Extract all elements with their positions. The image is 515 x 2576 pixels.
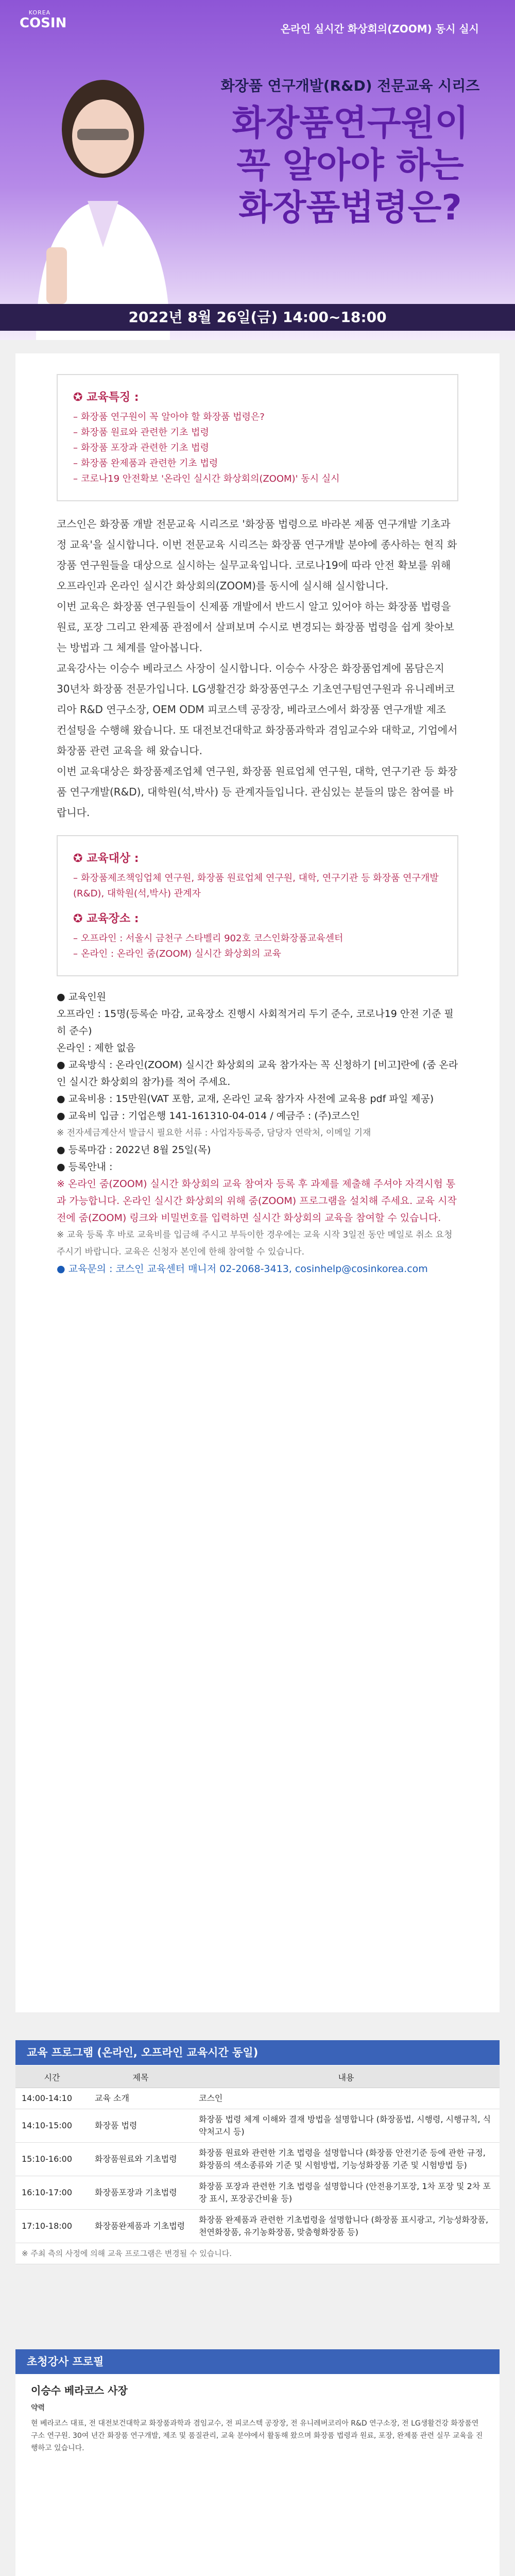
hero-title-2: 꼭 알아야 하는 xyxy=(236,145,464,186)
info-personnel-on: 온라인 : 제한 없음 xyxy=(57,1042,135,1054)
feature-item: – 화장품 원료와 관련한 기초 법령 xyxy=(73,427,209,438)
venue-item: – 오프라인 : 서울시 금천구 스타벨리 902호 코스인화장품교육센터 xyxy=(73,933,344,944)
schedule-note: ※ 주최 측의 사정에 의해 교육 프로그램은 변경될 수 있습니다. xyxy=(15,2243,500,2264)
schedule-table xyxy=(15,2066,500,2264)
zoom-notice: 온라인 실시간 화상회의(ZOOM) 동시 실시 xyxy=(280,23,479,35)
schedule-header-row xyxy=(15,2066,500,2088)
features-title: ✪ 교육특징 : xyxy=(73,391,139,404)
venue-item: – 온라인 : 온라인 줌(ZOOM) 실시간 화상회의 교육 xyxy=(73,948,281,959)
schedule-header: 교육 프로그램 (온라인, 오프라인 교육시간 동일) xyxy=(15,2040,500,2065)
feature-item: – 코로나19 안전확보 '온라인 실시간 화상회의(ZOOM)' 동시 실시 xyxy=(73,473,340,484)
col-desc: 내용 xyxy=(193,2066,500,2088)
col-title: 제목 xyxy=(89,2066,193,2088)
table-row: 14:10-15:00 화장품 법령 화장품 법령 체계 이해와 결재 방법을 설명합니다 (화장품법, 시행령, 시행규칙, 식약처고시 등) xyxy=(15,2109,500,2143)
logo-small: KOREA xyxy=(28,9,51,16)
info-enroll-note: ※ 교육 등록 후 바로 교육비를 입금해 주시고 부득이한 경우에는 교육 시작 3일전 동안 메일로 취소 요청 주시기 바랍니다. 교육은 신청자 본인에 한해 참여할 수 있습니다. xyxy=(57,1230,453,1257)
info-enroll-red: ※ 온라인 줌(ZOOM) 실시간 화상회의 교육 참여자 등록 후 과제를 제출해 주셔야 자격시험 통과 가능합니다. 온라인 실시간 화상회의 위해 줌(ZOOM) 프로그램을 설치해 주세요. 교육 시작 전에 줌(ZOOM) 링크와 비밀번호를 입력하면 실시간 화상회의 교육을 참여할 수 있습니다. xyxy=(57,1178,457,1224)
info-personnel: ● 교육인원 xyxy=(57,991,107,1003)
cosin-logo[interactable] xyxy=(20,9,67,31)
info-fee: ● 교육비용 : 15만원(VAT 포함, 교재, 온라인 교육 참가자 사전에 교육용 pdf 파일 제공) xyxy=(57,1093,434,1105)
intro-paragraph: 이번 교육은 화장품 연구원들이 신제품 개발에서 반드시 알고 있어야 하는 화장품 법령을 원료, 포장 그리고 완제품 관점에서 살펴보며 수시로 변경되는 화장품 법령을 쉽게 찾아보는 방법과 그 체계를 알아봅니다. xyxy=(57,600,454,654)
researcher-illustration xyxy=(15,62,191,340)
intro-paragraph: 코스인은 화장품 개발 전문교육 시리즈로 '화장품 법령으로 바라본 제품 연구개발 기초과정 교육'을 실시합니다. 이번 전문교육 시리즈는 화장품 연구개발 분야에 종사하는 현직 화장품 연구원들을 대상으로 실시하는 실무교육입니다. 코로나19에 따라 안전 확보를 위해 오프라인과 온라인 실시간 화상회의(ZOOM)를 동시에 실시해 실시합니다. xyxy=(57,518,457,592)
target-item: – 화장품제조책임업체 연구원, 화장품 원료업체 연구원, 대학, 연구기관 등 화장품 연구개발(R&D), 대학원(석,박사) 관계자 xyxy=(73,873,439,899)
feature-item: – 화장품 완제품과 관련한 기초 법령 xyxy=(73,458,218,469)
info-account-note: ※ 전자세금계산서 발급시 필요한 서류 : 사업자등록증, 담당자 연락처, 이메일 기재 xyxy=(57,1128,371,1138)
table-row: 16:10-17:00 화장품포장과 기초법령 화장품 포장과 관련한 기초 법령을 설명합니다 (안전용기포장, 1차 포장 및 2차 포장 표시, 포장공간비율 등) xyxy=(15,2176,500,2210)
info-list xyxy=(57,989,458,1278)
feature-item: – 화장품 포장과 관련한 기초 법령 xyxy=(73,443,209,453)
features-icon: ✪ xyxy=(73,391,83,404)
detail-card xyxy=(15,353,500,2012)
features-box xyxy=(57,374,458,501)
logo-name: COSIN xyxy=(20,15,67,31)
col-time: 시간 xyxy=(15,2066,89,2088)
table-row: 14:00-14:10 교육 소개 코스인 xyxy=(15,2088,500,2109)
speaker-sub: 약력 xyxy=(31,2404,45,2412)
info-method: ● 교육방식 : 온라인(ZOOM) 실시간 화상회의 교육 참가자는 꼭 신청하기 [비고]란에 (줌 온라인 실시간 화상회의 참가)를 적어 주세요. xyxy=(57,1059,458,1088)
speaker-bio: 현 베라코스 대표, 전 대전보건대학교 화장품과학과 겸임교수, 전 피코스텍 공장장, 전 유니레버코리아 R&D 연구소장, 전 LG생활건강 화장품연구소 연구원. 30여 년간 화장품 연구개발, 제조 및 품질관리, 교육 분야에서 활동해 왔으며 화장품 법령과 원료, 포장, 완제품 관련 실무 교육을 진행하고 있습니다. xyxy=(31,2419,483,2452)
hero-subtitle: 화장품 연구개발(R&D) 전문교육 시리즈 xyxy=(220,77,480,94)
info-deadline: ● 등록마감 : 2022년 8월 25일(목) xyxy=(57,1144,211,1156)
venue-icon: ✪ xyxy=(73,912,83,925)
intro-paragraph: 이번 교육대상은 화장품제조업체 연구원, 화장품 원료업체 연구원, 대학, 연구기관 등 화장품 연구개발(R&D), 대학원(석,박사) 등 관계자들입니다. 관심있는 분들의 많은 참여를 바랍니다. xyxy=(57,765,458,819)
target-title: ✪ 교육대상 : xyxy=(73,852,139,865)
info-enroll: ● 등록안내 : xyxy=(57,1161,113,1173)
speaker-profile xyxy=(15,2374,500,2576)
table-row: 15:10-16:00 화장품원료와 기초법령 화장품 원료와 관련한 기초 법령을 설명합니다 (화장품 안전기준 등에 관한 규정, 화장품의 색소종류와 기준 및 시험방법, 기능성화장품 기준 및 시험방법 등) xyxy=(15,2143,500,2176)
info-account: ● 교육비 입금 : 기업은행 141-161310-04-014 / 예금주 : (주)코스인 xyxy=(57,1110,360,1122)
table-row: 17:10-18:00 화장품완제품과 기초법령 화장품 완제품과 관련한 기초법령을 설명합니다 (화장품 표시광고, 기능성화장품, 천연화장품, 유기농화장품, 맞춤형화장품 등) xyxy=(15,2210,500,2243)
speaker-name: 이승수 베라코스 사장 xyxy=(31,2384,128,2397)
info-personnel-off: 오프라인 : 15명(등록순 마감, 교육장소 진행시 사회적거리 두기 준수, 코로나19 안전 기준 필히 준수) xyxy=(57,1008,454,1037)
hero-title-1: 화장품연구원이 xyxy=(232,103,469,144)
event-date: 2022년 8월 26일(금) 14:00~18:00 xyxy=(0,304,515,331)
venue-title: ✪ 교육장소 : xyxy=(73,912,139,925)
hero-text xyxy=(196,75,505,229)
intro-paragraph: 교육강사는 이승수 베라코스 사장이 실시합니다. 이승수 사장은 화장품업계에 몸담은지 30년차 화장품 전문가입니다. LG생활건강 화장품연구소 기초연구팀연구원과 유니레버코리아 R&D 연구소장, OEM ODM 피코스텍 공장장, 베라코스에서 화장품 연구개발 제조 컨설팅을 수행해 왔습니다. 또 대전보건대학교 화장품과학과 겸임교수와 대학교, 기업에서 화장품 관련 교육을 해 왔습니다. xyxy=(57,662,458,757)
target-icon: ✪ xyxy=(73,852,83,865)
hero-banner xyxy=(0,0,515,340)
speaker-header: 초청강사 프로필 xyxy=(15,2349,500,2374)
target-venue-box xyxy=(57,835,458,976)
hero-title-3: 화장품법령은? xyxy=(238,188,462,228)
info-contact[interactable]: ● 교육문의 : 코스인 교육센터 매니저 02-2068-3413, cosinhelp@cosinkorea.com xyxy=(57,1263,428,1275)
feature-item: – 화장품 연구원이 꼭 알아야 할 화장품 법령은? xyxy=(73,412,265,422)
